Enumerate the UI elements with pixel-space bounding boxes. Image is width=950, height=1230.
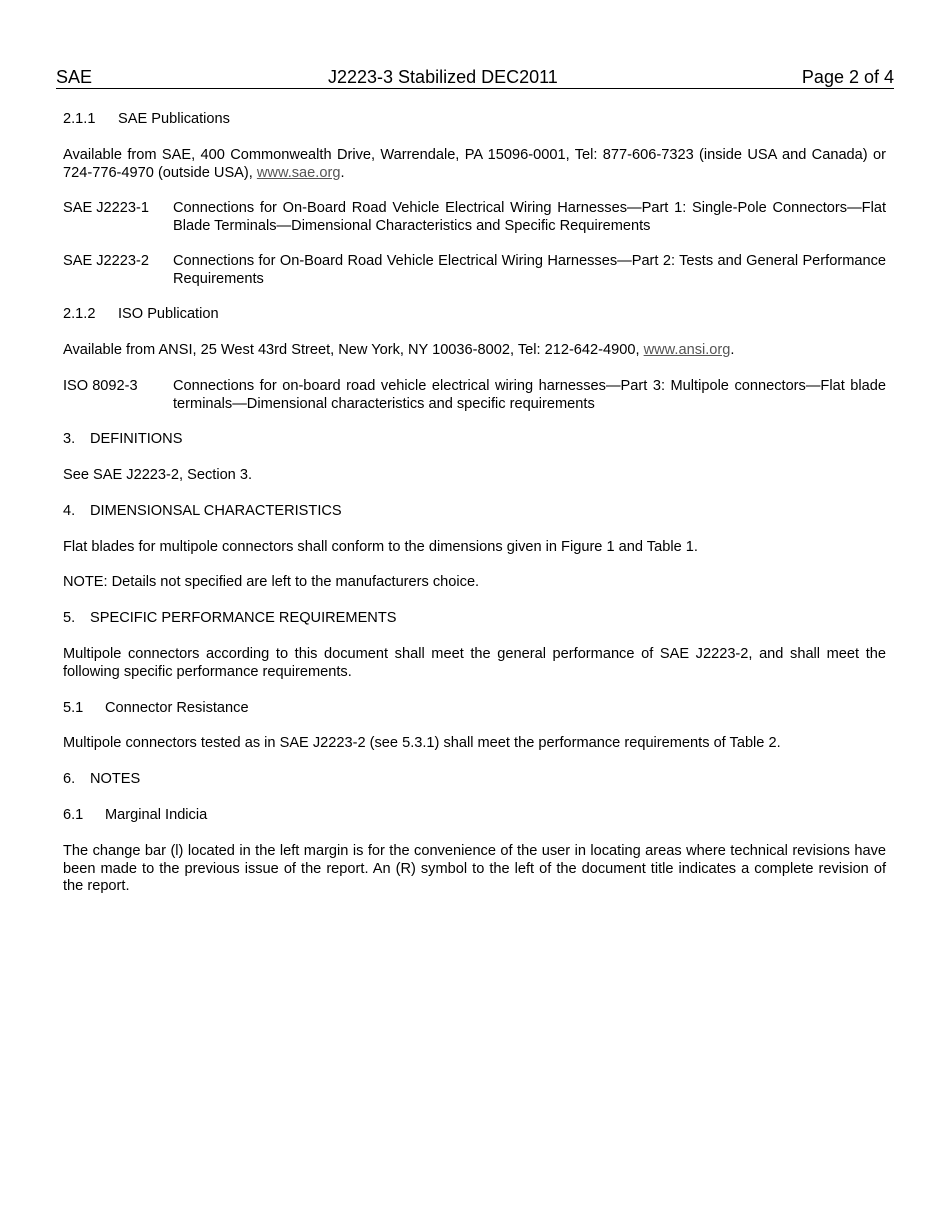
reference-description: Connections for On-Board Road Vehicle Electrical Wiring Harnesses—Part 1: Single-Pole Connectors—Flat Blade Terminals—Dimensional Characteristics and Specific Requirements [173, 200, 886, 234]
section-4-paragraph: Flat blades for multipole connectors shall conform to the dimensions given in Figure 1 and Table 1. [63, 539, 698, 555]
section-title: SPECIFIC PERFORMANCE REQUIREMENTS [90, 610, 397, 626]
section-number: 2.1.2 [63, 306, 96, 322]
paragraph-text: Available from ANSI, 25 West 43rd Street, New York, NY 10036-8002, Tel: 212-642-4900, [63, 342, 644, 358]
section-5-1-heading [63, 700, 886, 718]
reference-description: Connections for On-Board Road Vehicle Electrical Wiring Harnesses—Part 2: Tests and General Performance Requirements [173, 253, 886, 287]
section-title: DIMENSIONSAL CHARACTERISTICS [90, 503, 342, 519]
reference-iso-8092-3 [63, 378, 886, 413]
section-3-paragraph: See SAE J2223-2, Section 3. [63, 467, 253, 483]
reference-description: Connections for on-board road vehicle electrical wiring harnesses—Part 3: Multipole connectors—Flat blade terminals—Dimensional characteristics and specific requirements [173, 378, 886, 412]
page-header [56, 66, 894, 89]
section-6-1-heading [63, 807, 886, 825]
section-2-1-1-heading [63, 111, 886, 129]
note-paragraph: NOTE: Details not specified are left to the manufacturers choice. [63, 574, 480, 590]
sae-availability-paragraph [63, 147, 886, 182]
section-title: SAE Publications [118, 111, 230, 127]
section-5-heading [63, 610, 886, 628]
header-org: SAE [56, 67, 93, 87]
header-page-number: Page 2 of 4 [801, 67, 894, 87]
ansi-availability-paragraph [63, 342, 886, 360]
section-number: 5. [63, 610, 76, 626]
reference-code: SAE J2223-1 [63, 200, 149, 216]
section-3-heading [63, 431, 886, 449]
paragraph-end: . [340, 164, 345, 181]
section-number: 6.1 [63, 807, 84, 823]
ansi-website-link[interactable]: www.ansi.org [643, 342, 731, 358]
section-6-heading [63, 771, 886, 789]
section-title: Connector Resistance [105, 700, 249, 716]
reference-sae-j2223-1 [63, 200, 886, 235]
section-6-1-paragraph: The change bar (l) located in the left margin is for the convenience of the user in locating areas where technical revisions have been made to the previous issue of the report. An (R) symbol to the left of the document title indicates a complete revision of the report. [63, 843, 886, 894]
section-number: 5.1 [63, 700, 84, 716]
section-title: NOTES [90, 771, 141, 787]
section-number: 2.1.1 [63, 111, 96, 127]
section-4-heading [63, 503, 886, 521]
reference-code: SAE J2223-2 [63, 253, 149, 269]
section-title: DEFINITIONS [90, 431, 183, 447]
reference-code: ISO 8092-3 [63, 378, 138, 394]
section-number: 6. [63, 771, 76, 787]
section-5-paragraph: Multipole connectors according to this document shall meet the general performance of SAE J2223-2, and shall meet the following specific performance requirements. [63, 646, 886, 680]
section-2-1-2-heading [63, 306, 886, 324]
section-5-1-paragraph: Multipole connectors tested as in SAE J2223-2 (see 5.3.1) shall meet the performance requirements of Table 2. [63, 735, 781, 751]
section-number: 3. [63, 431, 76, 447]
section-number: 4. [63, 503, 76, 519]
header-doc-id: J2223-3 Stabilized DEC2011 [328, 67, 558, 87]
paragraph-text: Available from SAE, 400 Commonwealth Drive, Warrendale, PA 15096-0001, Tel: 877-606-7323 (inside USA and Canada) or 724-776-4970 (outside USA), [63, 147, 886, 181]
section-title: ISO Publication [118, 306, 219, 322]
section-title: Marginal Indicia [105, 807, 208, 823]
sae-website-link[interactable]: www.sae.org [256, 164, 341, 181]
paragraph-end: . [730, 342, 735, 358]
reference-sae-j2223-2 [63, 253, 886, 288]
